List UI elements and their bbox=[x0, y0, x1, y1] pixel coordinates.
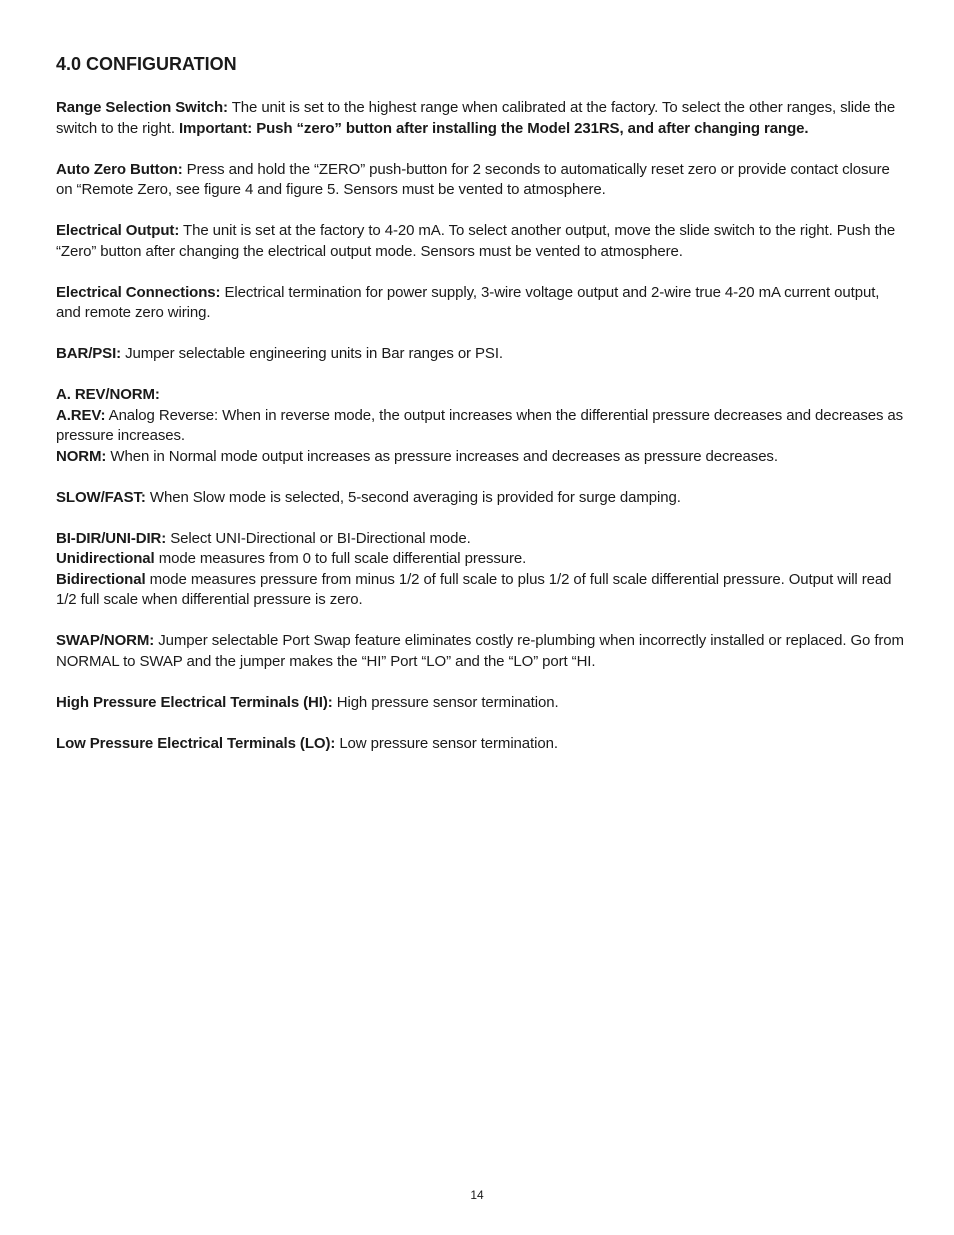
electrical-connections-text: Electrical termination for power supply, 3-wire voltage output and 2-wire true 4-20 mA current output, and remote zero wiring. bbox=[56, 283, 880, 321]
high-pressure-terminals-paragraph bbox=[56, 693, 906, 714]
bidirectional-label: Bidirectional bbox=[56, 570, 146, 588]
auto-zero-button-label: Auto Zero Button: bbox=[56, 160, 183, 178]
rev-norm-paragraph bbox=[56, 385, 906, 467]
unidirectional-line bbox=[56, 549, 906, 570]
low-pressure-terminals-text: Low pressure sensor termination. bbox=[335, 734, 558, 752]
range-selection-switch-text: The unit is set to the highest range when calibrated at the factory. To select the other ranges, slide the switch to the right. bbox=[56, 99, 896, 137]
bi-dir-uni-dir-label: BI-DIR/UNI-DIR: bbox=[56, 529, 167, 547]
norm-label: NORM: bbox=[56, 447, 107, 465]
low-pressure-terminals-paragraph bbox=[56, 734, 906, 755]
document-page bbox=[56, 52, 906, 775]
rev-norm-heading: A. REV/NORM: bbox=[56, 386, 160, 403]
unidirectional-text: mode measures from 0 to full scale differential pressure. bbox=[154, 550, 527, 567]
bidirectional-line bbox=[56, 570, 906, 611]
norm-line bbox=[56, 447, 906, 468]
bi-dir-uni-dir-text: Select UNI-Directional or BI-Directional mode. bbox=[166, 529, 471, 547]
a-rev-text: Analog Reverse: When in reverse mode, the output increases when the differential pressure decreases and decreases as pressure increases. bbox=[56, 406, 904, 444]
a-rev-label: A.REV: bbox=[56, 406, 106, 424]
electrical-output-text: The unit is set at the factory to 4-20 mA. To select another output, move the slide switch to the right. Push the “Zero” button after changing the electrical output mode. Sensors must be vented to atmosphere. bbox=[56, 222, 896, 260]
range-selection-important-note: Important: Push “zero” button after installing the Model 231RS, and after changing range. bbox=[178, 119, 809, 137]
auto-zero-button-text: Press and hold the “ZERO” push-button for 2 seconds to automatically reset zero or provide contact closure on “Remote Zero, see figure 4 and figure 5. Sensors must be vented to atmosphere. bbox=[56, 160, 890, 198]
high-pressure-terminals-label: High Pressure Electrical Terminals (HI): bbox=[56, 693, 333, 711]
a-rev-line bbox=[56, 406, 906, 447]
bar-psi-text: Jumper selectable engineering units in Bar ranges or PSI. bbox=[121, 345, 503, 362]
norm-text: When in Normal mode output increases as pressure increases and decreases as pressure decreases. bbox=[106, 447, 778, 465]
slow-fast-label: SLOW/FAST: bbox=[56, 488, 146, 506]
section-title: 4.0 CONFIGURATION bbox=[56, 54, 237, 74]
low-pressure-terminals-label: Low Pressure Electrical Terminals (LO): bbox=[56, 734, 336, 752]
page-number: 14 bbox=[470, 1188, 484, 1202]
unidirectional-label: Unidirectional bbox=[56, 550, 155, 567]
bi-dir-uni-dir-paragraph bbox=[56, 529, 906, 611]
high-pressure-terminals-text: High pressure sensor termination. bbox=[332, 693, 559, 711]
range-selection-switch-paragraph bbox=[56, 98, 906, 139]
slow-fast-text: When Slow mode is selected, 5-second averaging is provided for surge damping. bbox=[145, 488, 681, 506]
bar-psi-paragraph bbox=[56, 344, 906, 365]
range-selection-switch-label: Range Selection Switch: bbox=[56, 99, 228, 116]
bi-dir-uni-dir-line bbox=[56, 529, 906, 550]
bidirectional-text: mode measures pressure from minus 1/2 of full scale to plus 1/2 of full scale differential pressure. Output will read 1/2 full scale when differential pressure is zero. bbox=[56, 570, 892, 608]
electrical-connections-label: Electrical Connections: bbox=[56, 283, 221, 301]
auto-zero-button-paragraph bbox=[56, 160, 906, 201]
electrical-output-label: Electrical Output: bbox=[56, 222, 180, 239]
swap-norm-text: Jumper selectable Port Swap feature eliminates costly re-plumbing when incorrectly installed or replaced. Go from NORMAL to SWAP and the jumper makes the “HI” Port “LO” and the “LO” port “HI. bbox=[56, 632, 904, 670]
electrical-connections-paragraph bbox=[56, 283, 906, 324]
swap-norm-paragraph bbox=[56, 631, 906, 672]
bar-psi-label: BAR/PSI: bbox=[56, 345, 122, 362]
slow-fast-paragraph bbox=[56, 488, 906, 509]
electrical-output-paragraph bbox=[56, 221, 906, 262]
swap-norm-label: SWAP/NORM: bbox=[56, 632, 155, 649]
